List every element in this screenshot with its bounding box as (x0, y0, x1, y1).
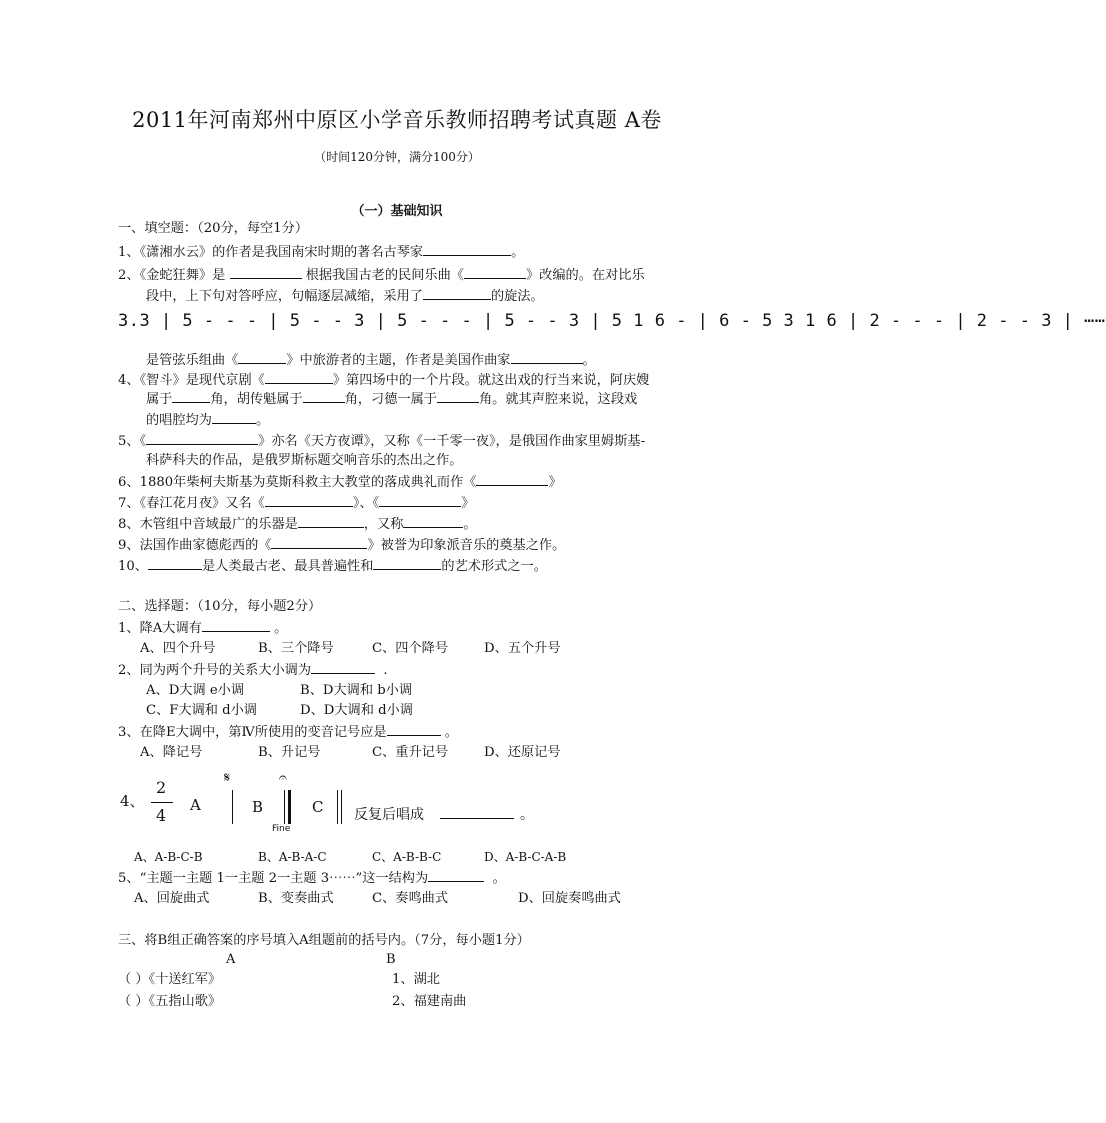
numbered-notation-score: 3.3 | 5 - - - | 5 - - 3 | 5 - - - | 5 - - 3 | 5 1 6 - | 6 - 5 3 1 6 | 2 - - - | 2 - - 3 | ⋯⋯ (118, 311, 1106, 331)
exam-info: （时间120分钟，满分100分） (314, 150, 480, 164)
mc-option: B、A-B-A-C (258, 850, 327, 864)
section-b-label: B (252, 798, 264, 816)
match-option: 1、湖北 (392, 972, 440, 987)
question-7: 7、《春江花月夜》又名《 》、《 》 (118, 496, 475, 511)
mc-option: C、A-B-B-C (372, 850, 442, 864)
question-1: 1、《潇湘水云》的作者是我国南宋时期的著名古琴家 。 (118, 245, 525, 260)
fermata-icon: 𝄐 (279, 770, 287, 786)
double-barline (284, 790, 285, 824)
match-row: （ ）《十送红军》 (118, 972, 222, 987)
question-3: 是管弦乐组曲《 》中旅游者的主题，作者是美国作曲家 。 (146, 353, 596, 368)
question-4: 4、《智斗》是现代京剧《 》第四场中的一个片段。就这出戏的行当来说，阿庆嫂 (118, 373, 650, 388)
question-9: 9、法国作曲家德彪西的《 》被誉为印象派音乐的奠基之作。 (118, 538, 566, 553)
mc-question-5: 5、“主题一主题 1一主题 2一主题 3⋯⋯”这一结构为 。 (118, 871, 506, 886)
mc-question-2: 2、同为两个升号的关系大小调为 . (118, 663, 388, 678)
time-signature-bottom: 4 (156, 806, 167, 825)
mc-option: D、D大调和 d小调 (300, 703, 413, 718)
barline (232, 790, 233, 824)
fraction-line (151, 802, 173, 803)
mc-option: D、回旋奏鸣曲式 (518, 891, 621, 906)
repeat-barline (337, 790, 338, 824)
period: 。 (520, 807, 534, 823)
time-signature-top: 2 (156, 778, 167, 797)
fine-mark: Fine (272, 824, 291, 834)
double-barline-thick (288, 790, 291, 824)
mc-option: D、A-B-C-A-B (484, 850, 567, 864)
mc-option: C、四个降号 (372, 641, 449, 656)
question-4-cont: 属于 角，胡传魁属于 角，刁德一属于 角。就其声腔来说，这段戏 (146, 392, 638, 407)
mc-option: A、回旋曲式 (134, 891, 210, 906)
mc-option: A、A-B-C-B (134, 850, 203, 864)
mc-option: D、还原记号 (484, 745, 561, 760)
page-title: 2011年河南郑州中原区小学音乐教师招聘考试真题 A卷 (132, 108, 662, 132)
mc-question-1: 1、降A大调有 。 (118, 621, 288, 636)
mc-option: A、四个升号 (140, 641, 216, 656)
question-4-cont2: 的唱腔均为 。 (146, 413, 270, 428)
mc-option: A、降记号 (140, 745, 203, 760)
question-number: 4、 (120, 792, 145, 810)
question-8: 8、木管组中音域最广的乐器是 ，又称 。 (118, 517, 477, 532)
question-6: 6、1880年柴柯夫斯基为莫斯科救主大教堂的落成典礼而作《 》 (118, 475, 562, 490)
mc-option: A、D大调 e小调 (146, 683, 245, 698)
mc-question-3: 3、在降E大调中，第Ⅳ所使用的变音记号应是 。 (118, 725, 458, 740)
question-10: 10、 是人类最古老、最具普遍性和 的艺术形式之一。 (118, 559, 547, 574)
segno-icon: 𝄋 (224, 770, 231, 786)
match-option: 2、福建南曲 (392, 994, 467, 1009)
repeat-text: 反复后唱成 (354, 807, 424, 823)
mc-option: B、升记号 (258, 745, 321, 760)
mc-option: D、五个升号 (484, 641, 561, 656)
mc-option: B、三个降号 (258, 641, 334, 656)
part2-heading: 二、选择题：（10分，每小题2分） (118, 599, 322, 614)
section-title: （一）基础知识 (351, 204, 443, 219)
question-2-cont: 段中，上下句对答呼应，句幅逐层减缩，采用了 的旋法。 (146, 289, 544, 304)
part1-heading: 一、填空题：（20分，每空1分） (118, 221, 309, 236)
question-2: 2、《金蛇狂舞》是 根据我国古老的民间乐曲《 》改编的。在对比乐 (118, 268, 645, 283)
part3-heading: 三、将B组正确答案的序号填入A组题前的括号内。（7分，每小题1分） (118, 933, 530, 948)
music-structure-figure (118, 770, 558, 836)
mc-option: B、D大调和 b小调 (300, 683, 413, 698)
section-c-label: C (312, 798, 324, 816)
column-a-header: A (226, 952, 236, 967)
repeat-barline-2 (341, 790, 342, 824)
section-a-label: A (190, 796, 201, 814)
answer-blank (440, 806, 514, 819)
mc-option: C、重升记号 (372, 745, 449, 760)
column-b-header: B (386, 952, 396, 967)
mc-option: B、变奏曲式 (258, 891, 334, 906)
match-row: （ ）《五指山歌》 (118, 994, 222, 1009)
mc-option: C、奏鸣曲式 (372, 891, 449, 906)
question-5-cont: 科萨科夫的作品，是俄罗斯标题交响音乐的杰出之作。 (146, 453, 463, 468)
question-5: 5、《 》亦名《天方夜谭》，又称《一千零一夜》，是俄国作曲家里姆斯基- (118, 434, 646, 449)
mc-option: C、F大调和 d小调 (146, 703, 257, 718)
